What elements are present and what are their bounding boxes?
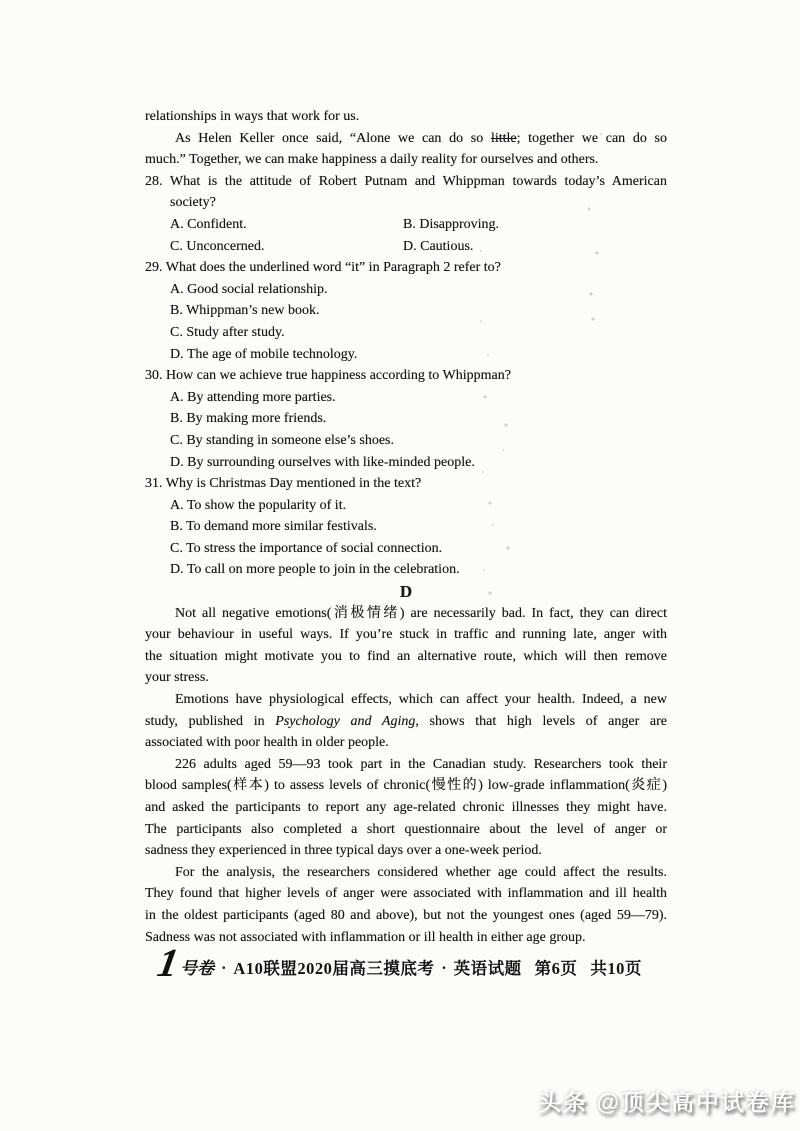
text-segment: C. Study after study. bbox=[170, 324, 285, 340]
text-line bbox=[145, 732, 667, 754]
text-segment: blood samples(样本) to assess levels of chronic(慢性的) low-grade inflammation(炎症) bbox=[145, 778, 667, 794]
option-line bbox=[145, 452, 667, 474]
text-line bbox=[145, 819, 667, 841]
text-line bbox=[145, 624, 667, 646]
question-line bbox=[145, 473, 667, 495]
footer-separator-icon: · bbox=[221, 960, 227, 977]
text-segment: in the oldest participants (aged 80 and above), but not the youngest ones (aged 59—79). bbox=[145, 907, 667, 923]
text-segment: 226 adults aged 59—93 took part in the Canadian study. Researchers took their bbox=[175, 756, 667, 772]
text-line bbox=[145, 689, 667, 711]
text-segment: the situation might motivate you to find an alternative route, which will then remove bbox=[145, 648, 667, 664]
text-segment: As Helen Keller once said, “Alone we can do so bbox=[175, 130, 491, 146]
text-segment: , shows that high levels of anger are bbox=[415, 713, 667, 729]
text-segment: A. By attending more parties. bbox=[170, 389, 336, 405]
text-segment: The participants also completed a short questionnaire about the level of anger or bbox=[145, 821, 667, 837]
text-segment: 28. What is the attitude of Robert Putnam and Whippman towards today’s American bbox=[145, 173, 667, 189]
text-segment: B. Whippman’s new book. bbox=[170, 303, 320, 319]
option-line bbox=[145, 408, 667, 430]
text-segment: B. By making more friends. bbox=[170, 411, 327, 427]
option-line bbox=[145, 322, 667, 344]
text-segment: D. By surrounding ourselves with like-minded people. bbox=[170, 454, 475, 470]
text-segment: your stress. bbox=[145, 670, 209, 686]
scan-noise bbox=[0, 0, 2, 2]
passage-lines bbox=[145, 106, 667, 948]
text-line bbox=[145, 775, 667, 797]
option-line bbox=[145, 387, 667, 409]
footer-page-number: 第6页 bbox=[534, 959, 578, 978]
option-line bbox=[145, 192, 667, 214]
text-segment: and asked the participants to report any age-related chronic illnesses they might have. bbox=[145, 800, 667, 815]
footer-exam-name: A10联盟2020届高三摸底考 bbox=[233, 959, 435, 978]
text-segment: study, published in bbox=[145, 713, 276, 729]
option-line bbox=[145, 279, 667, 301]
text-segment: 31. Why is Christmas Day mentioned in the text? bbox=[145, 476, 422, 492]
option-line bbox=[145, 300, 667, 322]
text-segment: much.” Together, we can make happiness a daily reality for ourselves and others. bbox=[145, 152, 599, 168]
text-segment: ; together we can do so bbox=[516, 130, 667, 146]
option-row bbox=[145, 236, 667, 258]
section-label bbox=[145, 581, 667, 603]
text-segment: relationships in ways that work for us. bbox=[145, 109, 360, 124]
page-footer bbox=[0, 940, 800, 985]
text-segment: Not all negative emotions(消极情绪) are necessarily bad. In fact, they can direct bbox=[175, 605, 667, 621]
option-row bbox=[145, 214, 667, 236]
brand-logo-name: 号卷 bbox=[180, 959, 215, 978]
option-line bbox=[145, 430, 667, 452]
text-segment: little bbox=[490, 130, 517, 146]
text-segment: D bbox=[399, 582, 413, 602]
footer-page-total: 共10页 bbox=[590, 959, 642, 978]
text-segment: society? bbox=[170, 195, 216, 211]
text-line bbox=[145, 667, 667, 689]
text-line bbox=[145, 711, 667, 733]
option-line bbox=[145, 495, 667, 517]
text-segment: associated with poor health in older people. bbox=[145, 735, 389, 751]
text-line bbox=[145, 106, 667, 128]
question-line bbox=[145, 365, 667, 387]
option-line: D. Cautious. bbox=[403, 238, 474, 254]
text-segment: A. To show the popularity of it. bbox=[170, 497, 347, 513]
text-segment: sadness they experienced in three typical days over a one-week period. bbox=[145, 843, 542, 859]
text-line bbox=[145, 646, 667, 668]
text-line bbox=[145, 927, 667, 949]
text-segment: C. To stress the importance of social connection. bbox=[170, 540, 443, 556]
brand-logo bbox=[154, 940, 215, 985]
option-line: C. Unconcerned. bbox=[170, 238, 265, 254]
text-segment: B. To demand more similar festivals. bbox=[170, 519, 377, 535]
text-line bbox=[145, 754, 667, 776]
text-segment: Psychology and Aging bbox=[275, 713, 416, 729]
text-line bbox=[145, 840, 667, 862]
text-segment: D. To call on more people to join in the celebration. bbox=[170, 562, 460, 578]
brand-logo-numeral: 1 bbox=[154, 940, 183, 985]
question-line bbox=[145, 171, 667, 193]
watermark: 头条 @顶尖高中试卷库 bbox=[538, 1089, 796, 1115]
text-segment: 30. How can we achieve true happiness according to Whippman? bbox=[145, 368, 511, 384]
option-line bbox=[145, 516, 667, 538]
text-segment: Emotions have physiological effects, which can affect your health. Indeed, a new bbox=[175, 692, 667, 708]
text-segment: For the analysis, the researchers considered whether age could affect the results. bbox=[175, 864, 667, 880]
text-segment: A. Good social relationship. bbox=[170, 281, 328, 297]
text-segment: 29. What does the underlined word “it” in Paragraph 2 refer to? bbox=[145, 260, 501, 276]
option-line bbox=[145, 538, 667, 560]
text-segment: your behaviour in useful ways. If you’re stuck in traffic and running late, anger with bbox=[145, 627, 667, 643]
text-segment: Sadness was not associated with inflammation or ill health in either age group. bbox=[145, 929, 586, 945]
option-line: B. Disapproving. bbox=[403, 216, 500, 232]
footer-subject: 英语试题 bbox=[453, 959, 522, 978]
text-line bbox=[145, 862, 667, 884]
option-line bbox=[145, 344, 667, 366]
text-segment: D. The age of mobile technology. bbox=[170, 346, 358, 362]
text-segment: They found that higher levels of anger were associated with inflammation and ill health bbox=[145, 886, 667, 902]
text-line bbox=[145, 797, 667, 819]
text-line bbox=[145, 149, 667, 171]
text-line bbox=[145, 905, 667, 927]
text-line bbox=[145, 883, 667, 905]
text-line bbox=[145, 603, 667, 625]
footer-separator-icon: · bbox=[441, 960, 447, 977]
option-line: A. Confident. bbox=[170, 216, 247, 232]
option-line bbox=[145, 559, 667, 581]
question-line bbox=[145, 257, 667, 279]
text-line bbox=[145, 128, 667, 150]
text-segment: C. By standing in someone else’s shoes. bbox=[170, 432, 394, 448]
